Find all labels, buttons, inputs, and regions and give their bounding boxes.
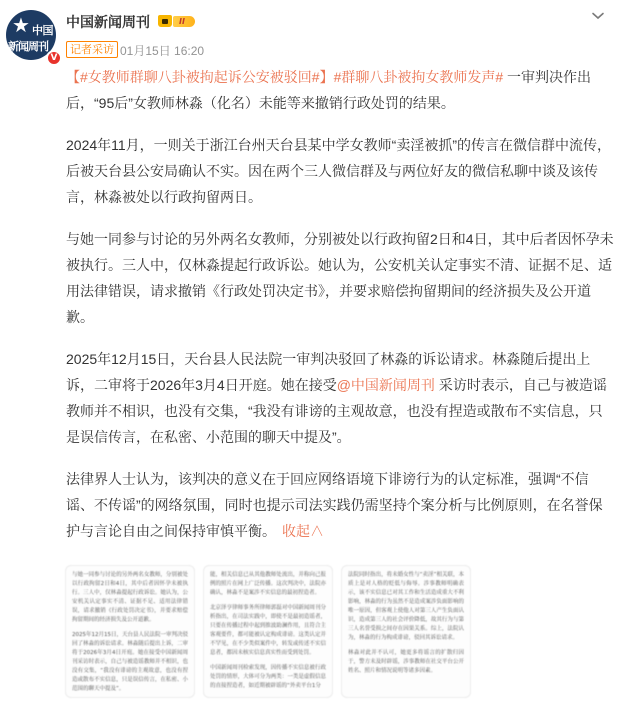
image-thumbnail-3[interactable] [341, 565, 471, 698]
mention-link[interactable]: @中国新闻周刊 [336, 377, 435, 393]
crown-icon [158, 15, 172, 27]
image-1-text-1: 与她一同参与讨论的另外两名女教师，分别被处以行政拘留2日和4日，其中后者因怀孕未被执行。三人中，仅林淼提起行政诉讼。她认为，公安机关认定事实不清、证据不足、适用法律错误，请求撤销《行政处罚决定书》，并要求赔偿拘留期间的经济损失及公开道歉。 [72, 572, 188, 623]
image-2-text-3: 中国新闻周刊检索发现，因传播不实信息被行政处罚的情形，大体可分为两类：一类是虚假信息的直接捏造者，如近期被辟谣的“外卖平台1分 [210, 665, 326, 689]
paragraph-3: 与她一同参与讨论的另外两名女教师，分别被处以行政拘留2日和4日，其中后者因怀孕未被执行。三人中，仅林淼提起行政诉讼。她认为，公安机关认定事实不清、证据不足、适用法律错误，请求撤销《行政处罚决定书》，并要求赔偿拘留期间的经济损失及公开道歉。 [66, 231, 614, 325]
paragraph-4-text-after: 采访时表示，自己与被造谣教师并不相识，也没有交集，“我没有诽谤的主观故意，也没有捏造或散布不实信息，只是误信传言，在私密、小范围的聊天中提及”。 [66, 377, 607, 445]
image-2-text-1: 能，相关信息已从其他教师处流出，并称向己报例的照片在网上广泛传播。这次判决中，法院亦确认，林淼不是案涉不实信息的最初捏造者。 [210, 572, 326, 596]
paragraph-4-text-before: 2025年12月15日，天台县人民法院一审判决驳回了林淼的诉讼请求。林淼随后提出上诉，二审将于2026年3月4日开庭。她在接受 [66, 351, 591, 393]
paragraph-1-text: 一审判决作出后，“95后”女教师林淼（化名）未能等来撤销行政处罚的结果。 [66, 69, 592, 111]
chevron-down-icon [590, 8, 606, 24]
image-3-text-1: 法院同时指出，将未婚女性与“卖淫”相关联，本质上是对人格的贬低与侮辱。涉事教师明确表示，该不实信息已对其工作和生活造成重大不利影响，林淼的行为虽然不是造成案涉负面影响的唯一原因，但客观上使他人对第三人产生负面认识，造成第三人的社会评价降低，故其行为与第三人名誉受损之间存在因果关系。综上，法院认为，林淼的行为构成诽谤，驳回其诉讼请求。 [348, 572, 464, 641]
author-name[interactable]: 中国新闻周刊 [66, 14, 150, 30]
post-timestamp[interactable]: 01月15日 16:20 [120, 44, 205, 58]
image-thumbnail-1[interactable] [65, 565, 195, 698]
paragraph-1 [66, 64, 614, 116]
image-3-text-2: 林淼对此并不认可，她更多将谣言的扩散归因于，警方未及时辟谣，涉事教师在社交平台公开姓名、照片和情况说明等诸多因素。 [348, 650, 464, 674]
post-content [66, 64, 614, 560]
verified-badge-icon: V [46, 50, 62, 66]
more-options-button[interactable] [590, 8, 606, 24]
paragraph-4 [66, 346, 614, 450]
avatar-text-line1: 中国 [32, 24, 53, 37]
topic-link-1[interactable]: 【#女教师群聊八卦被拘起诉公安被驳回#】 [66, 69, 334, 85]
avatar-text-line2: 新闻周刊 [8, 40, 48, 53]
author-avatar[interactable] [6, 10, 58, 63]
vip-level: II [173, 16, 195, 27]
paragraph-2: 2024年11月，一则关于浙江台州天台县某中学女教师“卖淫被抓”的传言在微信群中流传，后被天台县公安局确认不实。因在两个三人微信群及与两位好友的微信私聊中谈及该传言，林淼被处以行政拘留两日。 [66, 137, 611, 205]
image-1-text-2: 2025年12月15日，天台县人民法院一审判决驳回了林淼的诉讼请求。林淼随后提出上诉，二审将于2026年3月4日开庭。她在接受中国新闻周刊采访时表示，自己与被造谣教师并不相识，也没有交集，“我没有诽谤的主观故意，也没有捏造或散布不实信息，只是误信传言，在私密、小范围的聊天中提及”。 [72, 632, 188, 692]
topic-link-2[interactable]: #群聊八卦被拘女教师发声# [333, 69, 504, 85]
source-tag[interactable]: 记者采访 [66, 41, 118, 58]
star-logo-icon: ★ [12, 13, 30, 37]
image-thumbnail-2[interactable] [203, 565, 333, 698]
vip-badge[interactable] [158, 14, 195, 28]
collapse-button[interactable]: 收起∧ [282, 523, 324, 539]
paragraph-5-text: 法律界人士认为，该判决的意义在于回应网络语境下诽谤行为的认定标准，强调“不信谣、不传谣”的网络氛围，同时也提示司法实践仍需坚持个案分析与比例原则，在名誉保护与言论自由之间保持审慎平衡。 [66, 471, 603, 539]
image-gallery [65, 565, 471, 698]
image-2-text-2: 北京泽亨律师事务所律师郭磊对中国新闻周刊分析指出，在司法实践中，即使不是最初造谣者，只要在传播过程中起到推波助澜作用，且符合主客观要件，都可能被认定构成诽谤。这类认定并不罕见，在不少类似案件中，转发或传述不实信息者，都因未核实信息真实性而受到处罚。 [210, 605, 326, 656]
paragraph-5 [66, 466, 614, 544]
